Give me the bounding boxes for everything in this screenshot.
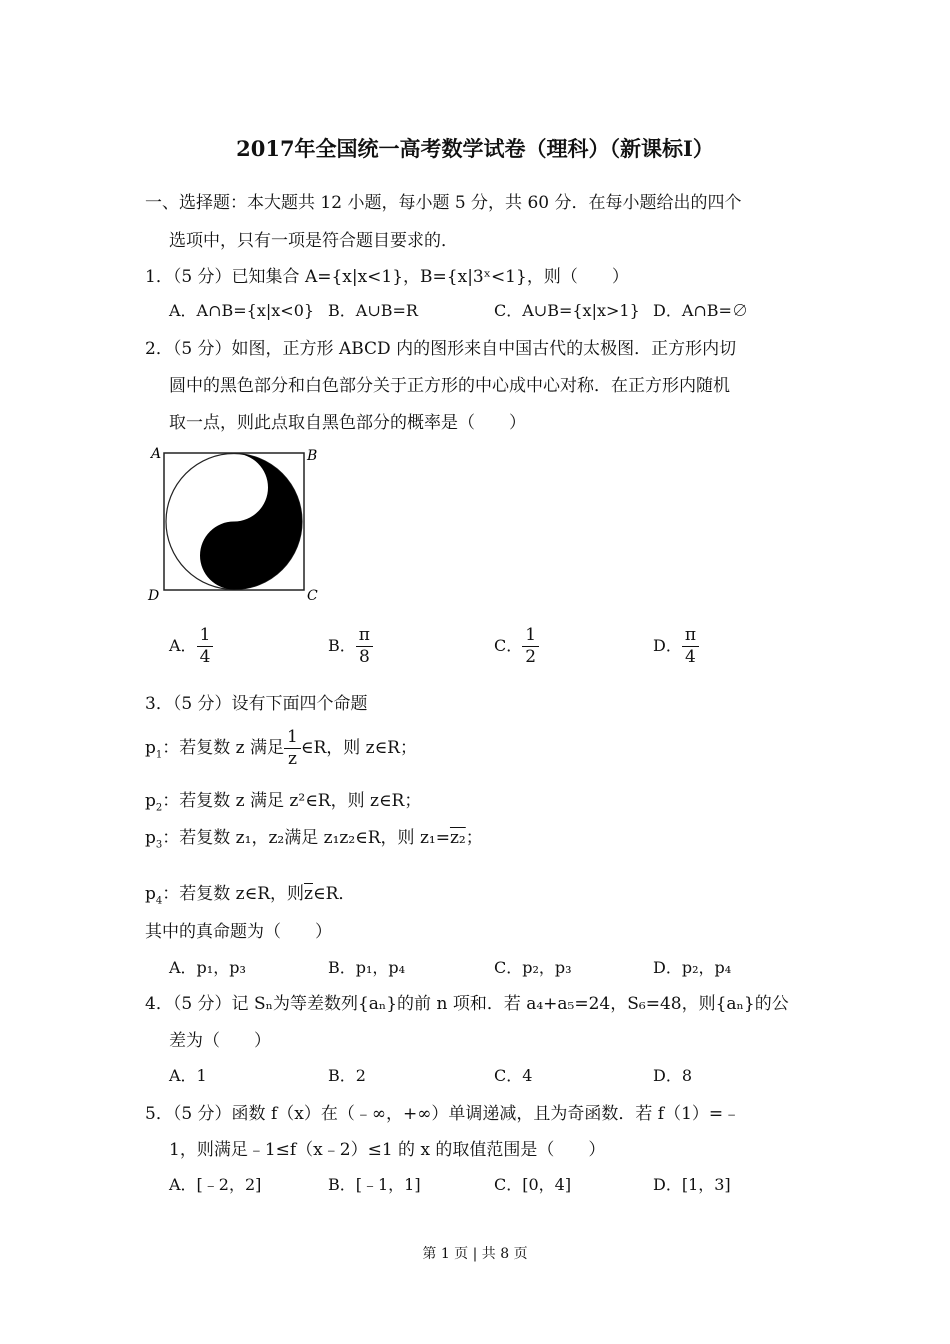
section-heading-line2: 选项中，只有一项是符合题目要求的． [169,231,458,251]
q3-proposition-p1 [145,729,417,768]
q2-option-c [494,627,539,666]
q2-option-c-fraction [522,627,539,666]
q2-option-d [653,627,699,666]
vertex-label-c: C [307,588,318,604]
q4-stem-line2: 差为（ ） [169,1031,271,1051]
q4-option-a: A．1 [169,1066,207,1085]
page-footer: 第 1 页 | 共 8 页 [422,1246,528,1262]
q2-stem-line1: 2．（5 分）如图，正方形 ABCD 内的图形来自中国古代的太极图．正方形内切 [145,339,737,359]
q5-option-b: B．[﹣1，1] [328,1175,421,1194]
p3-tail: ； [465,828,483,848]
q3-option-b: B．p₁，p₄ [328,958,406,977]
q2-stem-line2: 圆中的黑色部分和白色部分关于正方形的中心成中心对称．在正方形内随机 [169,376,730,396]
q2-option-d-denominator: 4 [685,647,696,667]
page-title: 2017年全国统一高考数学试卷（理科）（新课标Ⅰ） [236,136,714,161]
q4-option-d: D．8 [653,1066,693,1085]
q3-proposition-p2: $p_2$：若复数 z 满足 z²∈R，则 z∈R； [145,791,422,814]
q2-option-d-fraction [682,627,699,666]
p2-text: ：若复数 z 满足 z²∈R，则 z∈R； [162,791,422,811]
q1-option-a: A．A∩B={x|x<0} [169,301,315,320]
p1-denominator: z [287,749,297,769]
q3-option-c: C．p₂，p₃ [494,958,572,977]
vertex-label-d: D [148,588,160,604]
q1-option-c: C．A∪B={x|x>1} [494,301,640,320]
q2-option-a-denominator: 4 [199,647,211,667]
q2-option-d-label: D． [653,636,682,655]
q5-option-c: C．[0，4] [494,1175,572,1194]
q2-option-b-label: B． [328,636,356,655]
q2-option-b [328,627,373,666]
q2-option-a-fraction [197,627,214,666]
taiji-figure [145,443,325,608]
q4-stem-line1: 4．（5 分）记 Sₙ为等差数列{aₙ}的前 n 项和．若 a₄+a₅=24，S₆=48，则{aₙ}的公 [145,994,789,1014]
q1-option-b: B．A∪B=R [328,301,418,320]
q2-option-d-numerator: π [682,627,699,647]
q5-option-a: A．[﹣2，2] [169,1175,262,1194]
q2-option-c-denominator: 2 [525,647,537,667]
p4-conjugate: $\overline{z}$ [304,884,313,904]
q1-option-d: D．A∩B=∅ [653,301,748,320]
q3-stem: 3．（5 分）设有下面四个命题 [145,694,368,714]
vertex-label-b: B [307,448,318,464]
q3-proposition-p3: $p_3$：若复数 z₁，z₂满足 z₁z₂∈R，则 z₁=z₂； [145,828,483,851]
q2-option-a-numerator: 1 [197,627,214,647]
q2-option-c-label: C． [494,636,523,655]
vertex-label-a: A [151,446,162,462]
q2-option-b-denominator: 8 [358,647,370,667]
q5-stem-line2: 1，则满足﹣1≤f（x﹣2）≤1 的 x 的取值范围是（ ） [169,1140,606,1160]
p1-subscript: 1 [155,749,163,761]
p4-text: ：若复数 z∈R，则 [162,884,305,904]
p3-conjugate: z₂ [449,828,466,848]
p4-tail: ∈R． [312,884,356,904]
q3-ask: 其中的真命题为（ ） [145,922,332,942]
p3-text: ：若复数 z₁，z₂满足 z₁z₂∈R，则 z₁= [162,828,450,848]
q3-option-d: D．p₂，p₄ [653,958,732,977]
q5-option-d: D．[1，3] [653,1175,731,1194]
q3-option-a: A．p₁，p₃ [169,958,246,977]
q4-option-c: C．4 [494,1066,533,1085]
q2-stem-line3: 取一点，则此点取自黑色部分的概率是（ ） [169,413,526,433]
q2-option-b-fraction [356,627,373,666]
section-heading-line1: 一、选择题：本大题共 12 小题，每小题 5 分，共 60 分．在每小题给出的四个 [145,193,742,213]
q2-option-a-label: A． [169,636,197,655]
q2-option-a [169,627,213,666]
q2-option-b-numerator: π [356,627,373,647]
q3-proposition-p4: $p_4$：若复数 z∈R，则$\overline{z}\in R$． [145,884,356,907]
q1-stem: 1．（5 分）已知集合 A={x|x<1}，B={x|3ˣ<1}，则（ ） [145,267,629,287]
p1-text: ：若复数 z 满足 [162,738,285,758]
p1-numerator: 1 [284,729,301,749]
p1-letter: p [145,738,156,758]
q2-option-c-numerator: 1 [522,627,539,647]
p1-tail: ∈R，则 z∈R； [300,738,417,758]
q4-option-b: B．2 [328,1066,366,1085]
p1-fraction [284,729,301,768]
q5-stem-line1: 5．（5 分）函数 f（x）在（﹣∞，+∞）单调递减，且为奇函数．若 f（1）=﹣ [145,1104,741,1124]
